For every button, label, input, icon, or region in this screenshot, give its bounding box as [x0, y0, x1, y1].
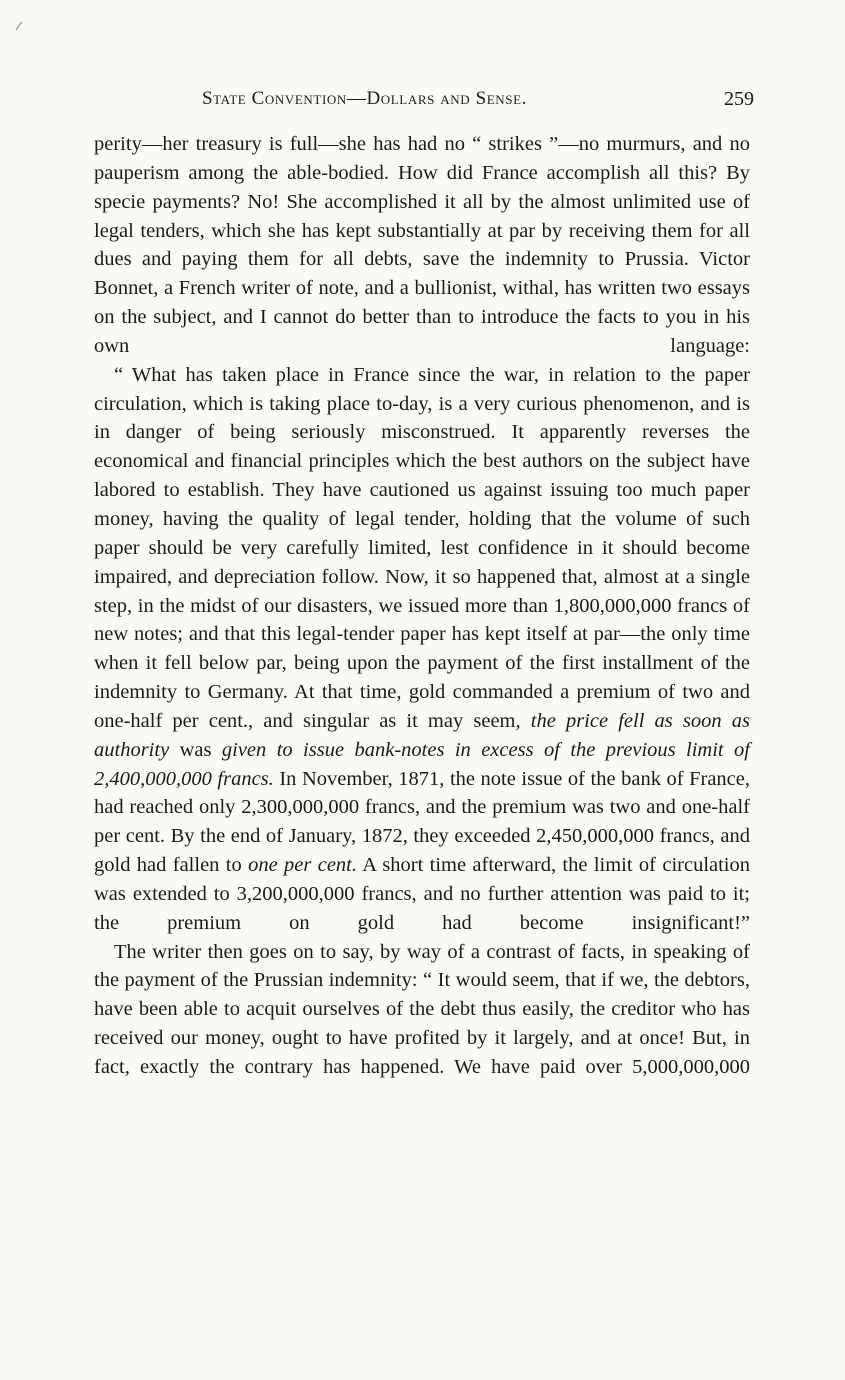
quote-text-c: In November, 1871, the note issue of the bank of France, had reached only 2,300,000,000 francs, and the premium was two and one-half per cent. By the end of January, 1872, they exceeded 2,450,000,000 francs, and gold had fallen to: [94, 767, 750, 877]
quote-italic-2: given to issue bank-notes in excess of the previous limit of 2,400,000,000 francs.: [94, 738, 750, 790]
quote-text-b: was: [169, 738, 222, 761]
page-number: 259: [724, 88, 754, 110]
quote-italic-3: one per cent.: [248, 854, 358, 877]
quote-italic-1: the price fell as soon as authority: [94, 709, 750, 761]
running-head-title: State Convention—Dollars and Sense.: [202, 88, 528, 109]
running-head: [94, 88, 754, 118]
body-text: [94, 130, 750, 1082]
stray-pen-mark: [16, 21, 26, 32]
paragraph-3: The writer then goes on to say, by way of a contrast of facts, in speaking of the payment of the Prussian indemnity: “ It would seem, that if we, the debtors, have been able to acquit ourselves of the debt thus easily, the creditor who has received our money, ought to have profited by it largely, and at once! But, in fact, exactly the contrary has happened. We have paid over 5,000,000,000: [94, 940, 750, 1078]
quote-text-a: “ What has taken place in France since the war, in relation to the paper circulation, which is taking place to-day, is a very curious phenomenon, and is in danger of being seriously misconstrued. It apparently reverses the economical and financial principles which the best authors on the subject have labored to establish. They have cautioned us against issuing too much paper money, having the quality of legal tender, holding that the volume of such paper should be very carefully limited, lest confidence in it should become impaired, and depreciation follow. Now, it so happened that, almost at a single step, in the midst of our disasters, we issued more than 1,800,000,000 francs of new notes; and that this legal-tender paper has kept itself at par—the only time when it fell below par, being upon the payment of the first installment of the indemnity to Germany. At that time, gold commanded a premium of two and one-half per cent., and singular as it may seem,: [94, 363, 750, 732]
paragraph-2-quotation: [94, 361, 750, 938]
quote-text-d: A short time afterward, the limit of circulation was extended to 3,200,000,000 francs, and no further attention was paid to it; the premium on gold had become insignificant!”: [94, 854, 751, 934]
paragraph-1: perity—her treasury is full—she has had no “ strikes ”—no murmurs, and no pauperism among the able-bodied. How did France accomplish all this? By specie payments? No! She accomplished it all by the almost unlimited use of legal tenders, which she has kept substantially at par by receiving them for all dues and paying them for all debts, save the indemnity to Prussia. Victor Bonnet, a French writer of note, and a bullionist, withal, has written two essays on the subject, and I cannot do better than to introduce the facts to you in his own language:: [94, 133, 750, 357]
